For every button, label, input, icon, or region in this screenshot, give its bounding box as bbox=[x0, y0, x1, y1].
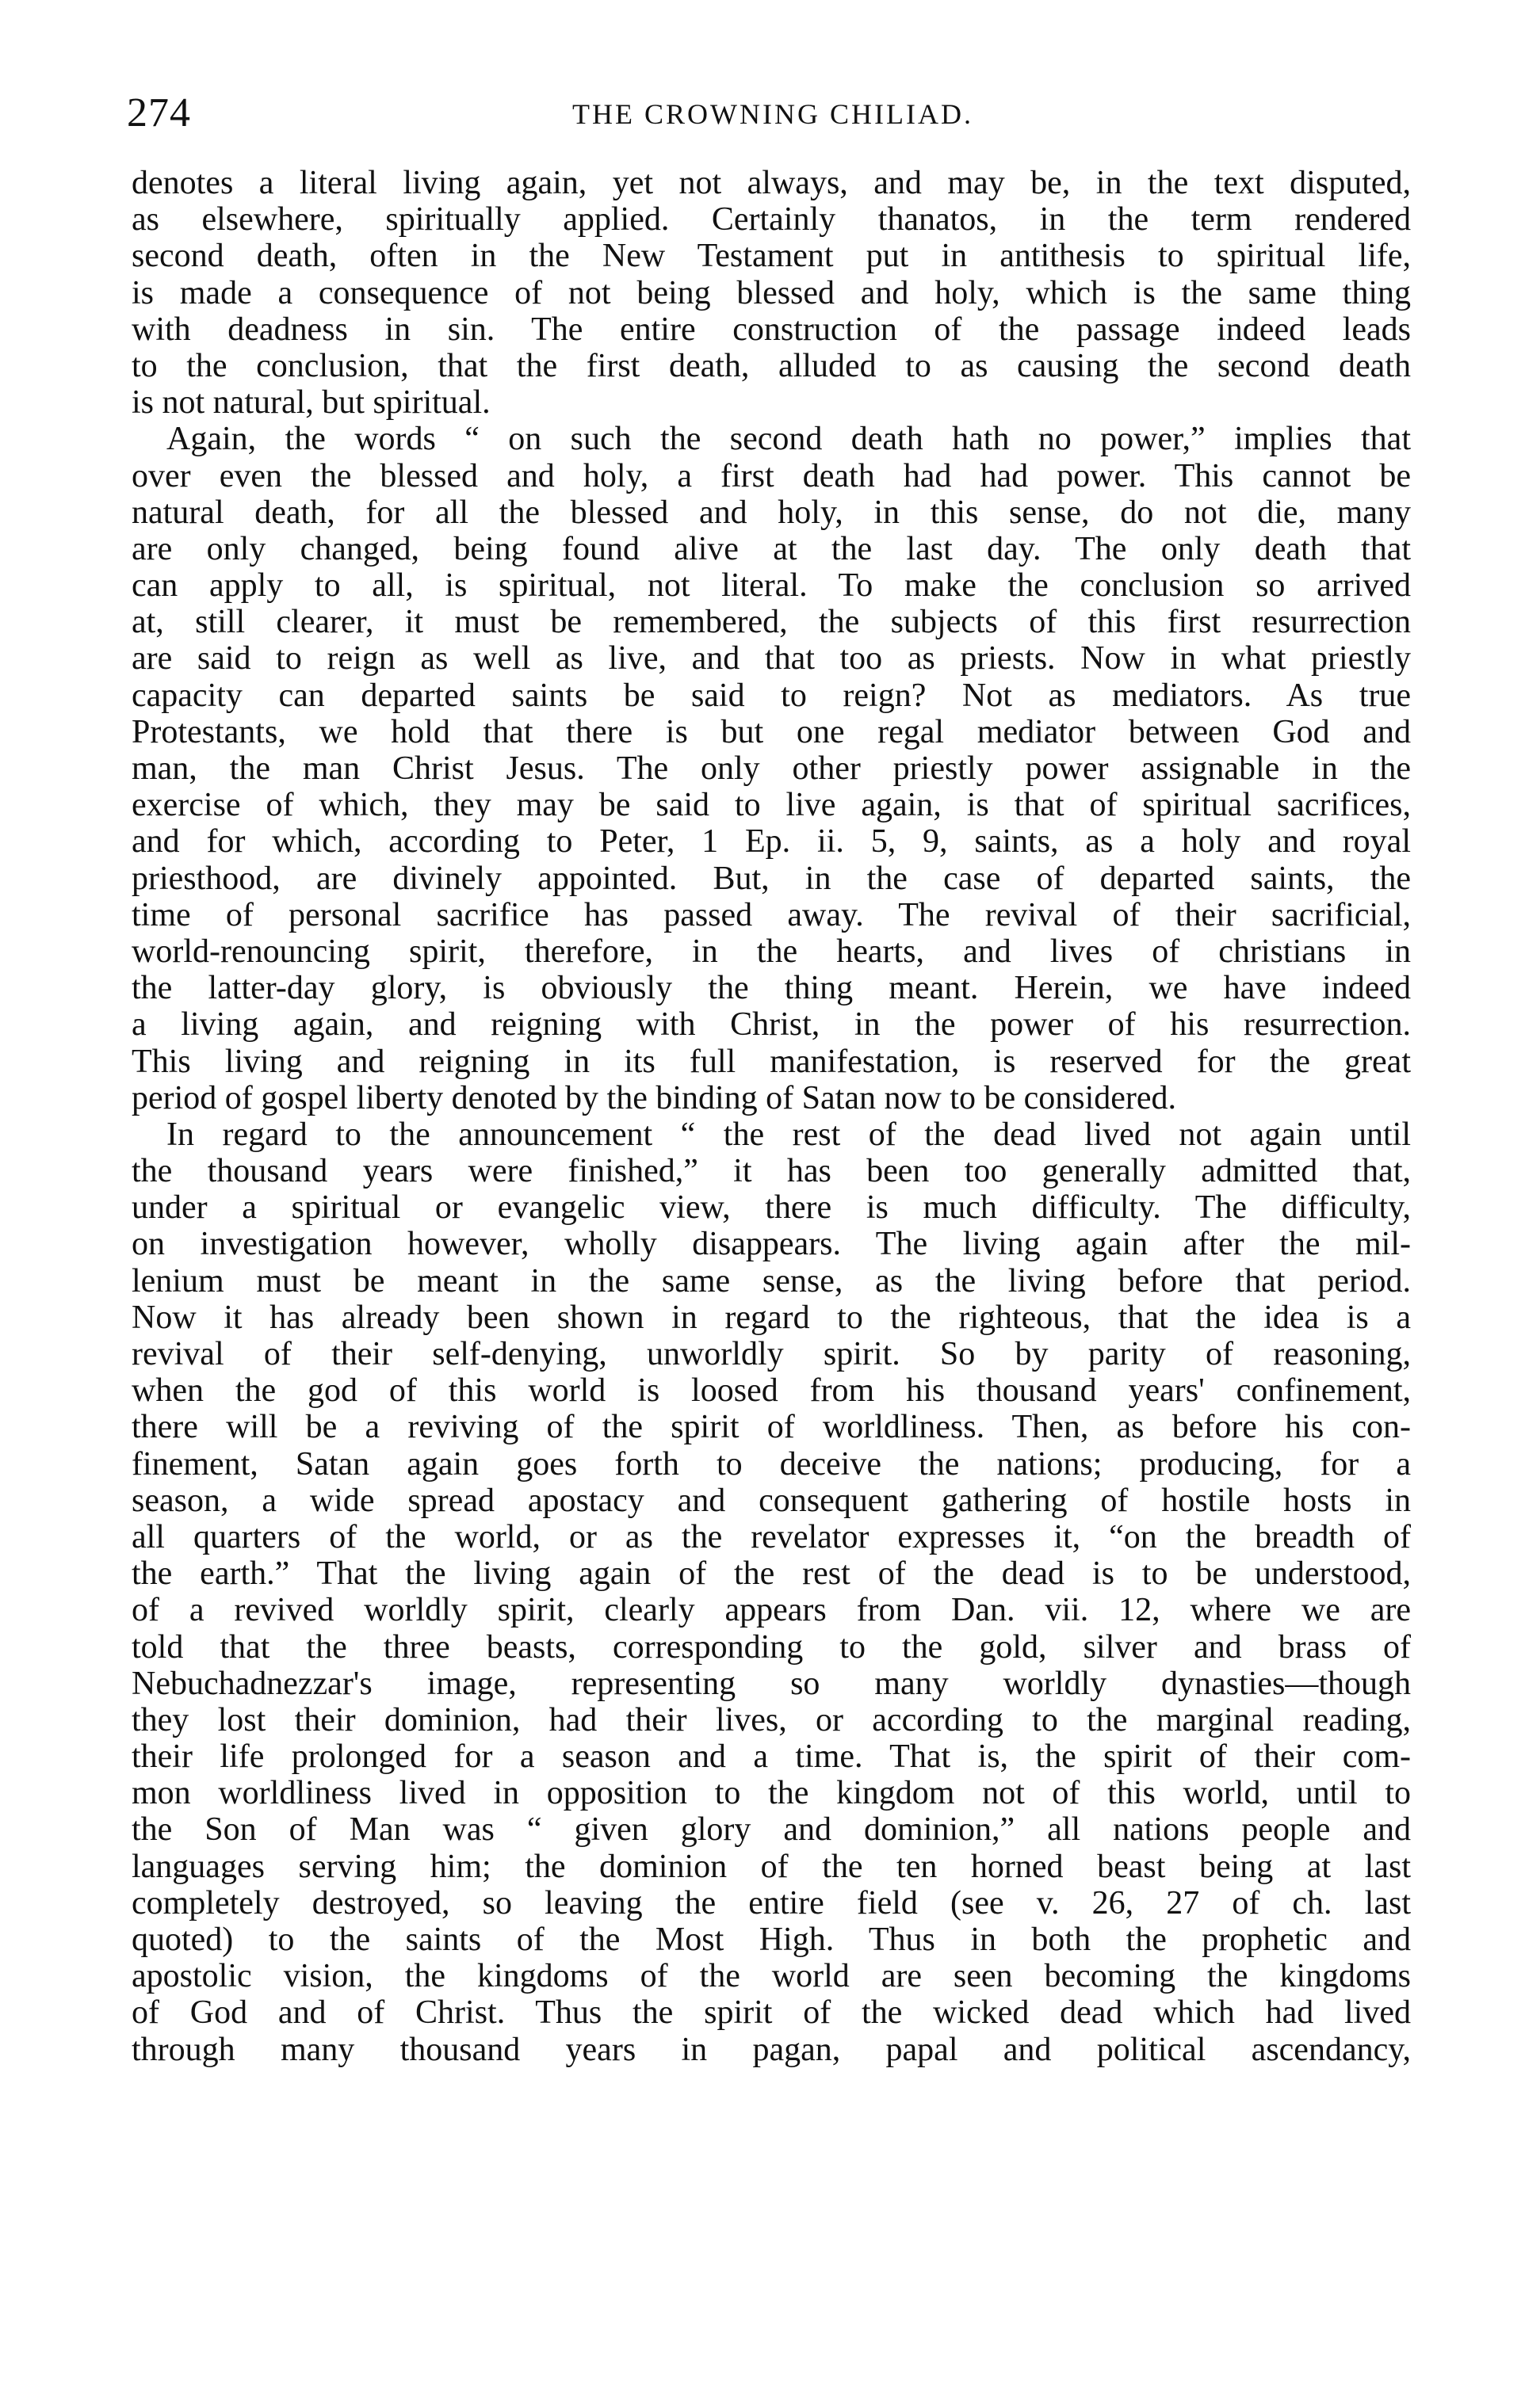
text-line: period of gospel liberty denoted by the binding of Satan now to be considered. bbox=[132, 1079, 1177, 1116]
text-line: revival of their self-denying, unworldly spirit. So by parity of reasoning, bbox=[132, 1336, 1411, 1372]
text-line: finement, Satan again goes forth to deceive the nations; producing, for a bbox=[132, 1445, 1411, 1483]
text-line: their life prolonged for a season and a time. That is, the spirit of their com- bbox=[132, 1738, 1411, 1776]
text-line: to the conclusion, that the first death, alluded to as causing the second death bbox=[132, 347, 1411, 384]
text-line: they lost their dominion, had their lives, or according to the marginal reading, bbox=[132, 1701, 1411, 1738]
text-line: is not natural, but spiritual. bbox=[132, 384, 491, 422]
text-line: over even the blessed and holy, a first death had had power. This cannot be bbox=[132, 457, 1411, 494]
text-line: Nebuchadnezzar's image, representing so many worldly dynasties—though bbox=[132, 1665, 1411, 1702]
text-line: the earth.” That the living again of the rest of the dead is to be understood, bbox=[132, 1555, 1411, 1593]
text-line: through many thousand years in pagan, papal and political ascendancy, bbox=[132, 2031, 1411, 2068]
text-line: Now it has already been shown in regard to the righteous, that the idea is a bbox=[132, 1299, 1411, 1336]
text-line: of a revived worldly spirit, clearly appears from Dan. vii. 12, where we are bbox=[132, 1592, 1411, 1629]
text-line: Protestants, we hold that there is but one regal mediator between God and bbox=[132, 713, 1411, 750]
text-line: man, the man Christ Jesus. The only other priestly power assignable in the bbox=[132, 750, 1411, 787]
text-line: under a spiritual or evangelic view, there is much difficulty. The difficulty, bbox=[132, 1189, 1411, 1227]
text-line: second death, often in the New Testament put in antithesis to spiritual life, bbox=[132, 238, 1411, 275]
body-text bbox=[132, 165, 1411, 2068]
text-line: In regard to the announcement “ the rest of the dead lived not again until bbox=[166, 1116, 1411, 1153]
text-line: apostolic vision, the kingdoms of the world are seen becoming the kingdoms bbox=[132, 1958, 1411, 1995]
text-line: completely destroyed, so leaving the entire field (see v. 26, 27 of ch. last bbox=[132, 1884, 1411, 1921]
text-line: This living and reigning in its full manifestation, is reserved for the great bbox=[132, 1043, 1411, 1080]
text-line: languages serving him; the dominion of the ten horned beast being at last bbox=[132, 1848, 1411, 1885]
text-line: of God and of Christ. Thus the spirit of the wicked dead which had lived bbox=[132, 1994, 1411, 2032]
page-number: 274 bbox=[127, 90, 191, 135]
text-line: at, still clearer, it must be remembered, the subjects of this first resurrection bbox=[132, 604, 1411, 641]
text-line: time of personal sacrifice has passed away. The revival of their sacrificial, bbox=[132, 896, 1411, 933]
text-line: priesthood, are divinely appointed. But, in the case of departed saints, the bbox=[132, 860, 1411, 897]
text-line: the Son of Man was “ given glory and dominion,” all nations people and bbox=[132, 1811, 1411, 1849]
text-line: Again, the words “ on such the second death hath no power,” implies that bbox=[166, 421, 1411, 458]
text-line: can apply to all, is spiritual, not literal. To make the conclusion so arrived bbox=[132, 567, 1411, 605]
text-line: quoted) to the saints of the Most High. Thus in both the prophetic and bbox=[132, 1921, 1411, 1958]
text-line: is made a consequence of not being blessed and holy, which is the same thing bbox=[132, 274, 1411, 311]
text-line: denotes a literal living again, yet not always, and may be, in the text disputed, bbox=[132, 165, 1411, 201]
text-line: and for which, according to Peter, 1 Ep. ii. 5, 9, saints, as a holy and royal bbox=[132, 823, 1411, 861]
text-line: mon worldliness lived in opposition to the kingdom not of this world, until to bbox=[132, 1775, 1411, 1812]
text-line: told that the three beasts, corresponding to the gold, silver and brass of bbox=[132, 1628, 1411, 1666]
page-header bbox=[127, 86, 1419, 141]
text-line: a living again, and reigning with Christ, in the power of his resurrection. bbox=[132, 1006, 1411, 1044]
text-line: are only changed, being found alive at the last day. The only death that bbox=[132, 530, 1411, 567]
running-head: THE CROWNING CHILIAD. bbox=[572, 98, 973, 130]
text-line: when the god of this world is loosed from his thousand years' confinement, bbox=[132, 1372, 1411, 1410]
text-line: there will be a reviving of the spirit of worldliness. Then, as before his con- bbox=[132, 1409, 1411, 1446]
text-line: on investigation however, wholly disappears. The living again after the mil- bbox=[132, 1226, 1411, 1263]
text-line: as elsewhere, spiritually applied. Certainly thanatos, in the term rendered bbox=[132, 201, 1411, 239]
text-line: the latter-day glory, is obviously the thing meant. Herein, we have indeed bbox=[132, 970, 1411, 1007]
text-line: are said to reign as well as live, and that too as priests. Now in what priestly bbox=[132, 640, 1411, 677]
text-line: natural death, for all the blessed and holy, in this sense, do not die, many bbox=[132, 494, 1411, 531]
text-line: season, a wide spread apostacy and consequent gathering of hostile hosts in bbox=[132, 1482, 1411, 1519]
text-line: with deadness in sin. The entire construction of the passage indeed leads bbox=[132, 311, 1411, 348]
text-line: exercise of which, they may be said to live again, is that of spiritual sacrifices, bbox=[132, 787, 1411, 824]
text-line: capacity can departed saints be said to reign? Not as mediators. As true bbox=[132, 677, 1411, 714]
text-line: all quarters of the world, or as the revelator expresses it, “on the breadth of bbox=[132, 1518, 1411, 1555]
text-line: lenium must be meant in the same sense, as the living before that period. bbox=[132, 1262, 1411, 1299]
text-line: world-renouncing spirit, therefore, in the hearts, and lives of christians in bbox=[132, 933, 1411, 970]
text-line: the thousand years were finished,” it has been too generally admitted that, bbox=[132, 1153, 1411, 1190]
